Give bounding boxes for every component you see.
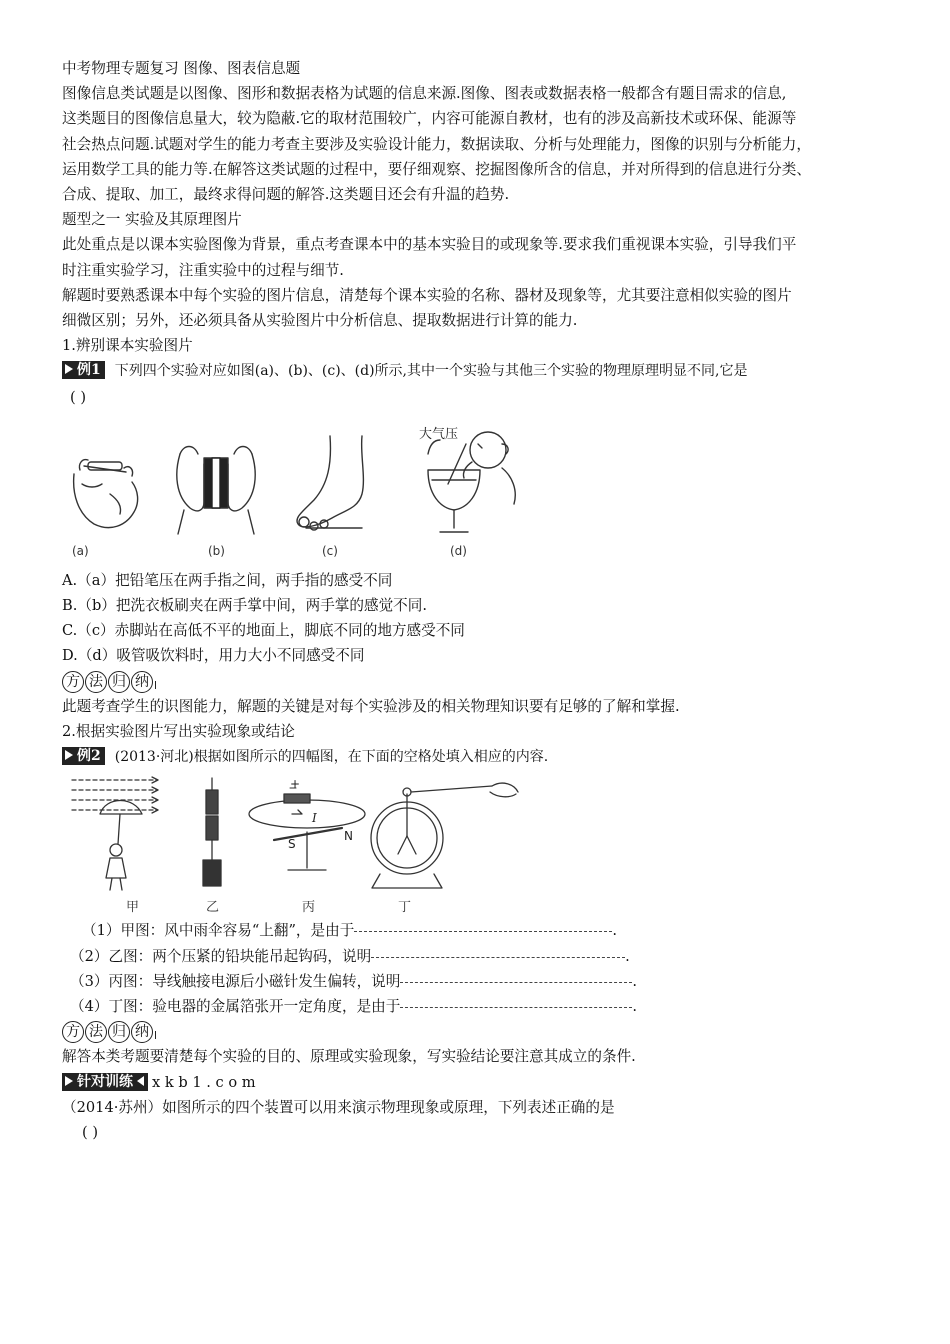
fill-prompt: （2）乙图：两个压紧的铅块能吊起钩码，说明 — [70, 947, 372, 965]
lead-blocks-illustration — [203, 778, 221, 886]
intro-paragraph — [62, 81, 902, 207]
fill-end: . — [625, 947, 630, 965]
method-badge — [62, 1021, 163, 1043]
hand-pencil-illustration — [74, 459, 138, 527]
training-paren: ( ) — [82, 1124, 99, 1142]
method-badge — [62, 671, 163, 693]
example2-label: 例2 — [77, 748, 101, 765]
answer-blank[interactable] — [354, 930, 612, 932]
section-para-line: 此处重点是以课本实验图像为背景，重点考查课本中的基本实验目的或现象等.要求我们重视课本实验，引导我们平 — [62, 236, 797, 254]
intro-line: 这类题目的图像信息量大，较为隐蔽.它的取材范围较广，内容可能源自教材，也有的涉及高新技术或环保、能源等 — [62, 110, 797, 128]
play-triangle-icon — [65, 364, 73, 374]
fill-end: . — [632, 972, 637, 990]
fill-end: . — [612, 922, 617, 940]
example1-badge — [62, 361, 105, 379]
figure1-caption: (a) — [72, 543, 89, 558]
method-char: 归 — [108, 671, 130, 693]
example1-paren: ( ) — [70, 388, 87, 406]
answer-blank[interactable] — [400, 1006, 632, 1008]
answer-blank[interactable] — [400, 981, 632, 983]
hook-arrow-icon — [154, 1021, 162, 1041]
example2-illustrations — [62, 774, 522, 914]
current-label: I — [312, 811, 317, 826]
plus-terminal-label: + — [290, 777, 301, 792]
example2-figure — [62, 774, 522, 914]
example1-text: 下列四个实验对应如图(a)、(b)、(c)、(d)所示,其中一个实验与其他三个实验的物理原理明显不同,它是 — [114, 363, 748, 380]
straw-drinking-illustration — [428, 432, 515, 532]
section-heading: 题型之一 实验及其原理图片 — [62, 211, 242, 229]
option-d: D.（d）吸管吸饮料时，用力大小不同感受不同 — [62, 647, 365, 665]
atmospheric-pressure-label: 大气压 — [419, 426, 459, 442]
reverse-triangle-icon — [137, 1076, 144, 1086]
option-a: A.（a）把铅笔压在两手指之间，两手指的感受不同 — [62, 571, 393, 589]
umbrella-wind-illustration — [72, 777, 158, 890]
method-char: 纳 — [131, 671, 153, 693]
method-text-2: 解答本类考题要清楚每个实验的目的、原理或实验现象，写实验结论要注意其成立的条件. — [62, 1048, 636, 1066]
intro-line: 图像信息类试题是以图像、图形和数据表格为试题的信息来源.图像、图表或数据表格一般都含有题目需求的信息, — [62, 85, 787, 103]
intro-line: 合成、提取、加工，最终求得问题的解答.这类题目还会有升温的趋势. — [62, 186, 510, 204]
example2-text: (2013·河北)根据如图所示的四幅图，在下面的空格处填入相应的内容. — [114, 749, 549, 766]
south-pole-label: S — [288, 837, 296, 852]
training-header — [62, 1070, 902, 1095]
method-char: 方 — [62, 671, 84, 693]
method-char: 法 — [85, 671, 107, 693]
method-char: 法 — [85, 1021, 107, 1043]
example2-question — [62, 744, 902, 770]
figure2-caption: 乙 — [206, 900, 220, 916]
play-triangle-icon — [65, 750, 73, 760]
training-label: 针对训练 — [77, 1073, 133, 1090]
document-page — [62, 56, 902, 1145]
method-text: 此题考查学生的识图能力，解题的关键是对每个实验涉及的相关物理知识要有足够的了解和掌握. — [62, 697, 680, 715]
figure2-caption: 甲 — [126, 900, 140, 916]
north-pole-label: N — [344, 829, 353, 844]
figure1-caption: (b) — [208, 543, 225, 558]
option-c: C.（c）赤脚站在高低不平的地面上，脚底不同的地方感受不同 — [62, 622, 465, 640]
electroscope-illustration — [371, 784, 518, 889]
example1-label: 例1 — [77, 362, 101, 379]
method-char: 方 — [62, 1021, 84, 1043]
example1-figure — [62, 414, 532, 564]
section-para-line: 解题时要熟悉课本中每个实验的图片信息，清楚每个课本实验的名称、器材及现象等，尤其要注意相似实验的图片 — [62, 286, 792, 304]
answer-blank[interactable] — [371, 956, 625, 958]
experiment-illustrations — [62, 414, 532, 564]
option-b: B.（b）把洗衣板刷夹在两手掌中间，两手掌的感觉不同. — [62, 597, 428, 615]
part2-heading: 2.根据实验图片写出实验现象或结论 — [62, 723, 295, 741]
fill-prompt: （1）甲图：风中雨伞容易“上翻”，是由于 — [82, 922, 355, 940]
hands-brush-illustration — [177, 446, 255, 534]
figure1-caption: (d) — [450, 543, 467, 558]
section-para-line: 时注重实验学习，注重实验中的过程与细节. — [62, 261, 344, 279]
fill-prompt: （3）丙图：导线触接电源后小磁针发生偏转，说明 — [70, 972, 401, 990]
example2-badge — [62, 747, 105, 765]
section-para-line: 细微区别；另外，还必须具备从实验图片中分析信息、提取数据进行计算的能力. — [62, 312, 578, 330]
training-question: （2014·苏州）如图所示的四个装置可以用来演示物理现象或原理，下列表述正确的是 — [62, 1098, 615, 1116]
figure2-caption: 丁 — [398, 900, 412, 916]
fill-line-2 — [62, 944, 902, 969]
foot-illustration — [297, 436, 363, 530]
method-summary-label-2 — [62, 1019, 902, 1044]
method-summary-label — [62, 669, 902, 694]
doc-title: 中考物理专题复习 图像、图表信息题 — [62, 60, 301, 77]
intro-line: 运用数学工具的能力等.在解答这类试题的过程中，要仔细观察、挖掘图像所含的信息，并对所得到的信息进行分类、 — [62, 160, 811, 178]
part1-heading: 1.辨别课本实验图片 — [62, 337, 193, 355]
fill-line-3 — [62, 969, 902, 994]
intro-line: 社会热点问题.试题对学生的能力考查主要涉及实验设计能力，数据读取、分析与处理能力，图像的识别与分析能力， — [62, 135, 811, 153]
figure2-caption: 丙 — [302, 900, 316, 916]
hook-arrow-icon — [154, 671, 162, 691]
training-badge — [62, 1073, 148, 1091]
method-char: 归 — [108, 1021, 130, 1043]
fill-line-4 — [62, 994, 902, 1019]
method-char: 纳 — [131, 1021, 153, 1043]
site-watermark: x k b 1 . c o m — [152, 1073, 256, 1091]
fill-end: . — [632, 998, 637, 1016]
example1-question — [62, 358, 902, 384]
figure1-caption: (c) — [322, 543, 338, 558]
fill-line-1 — [62, 918, 902, 943]
play-triangle-icon — [65, 1076, 73, 1086]
fill-prompt: （4）丁图：验电器的金属箔张开一定角度，是由于 — [70, 998, 401, 1016]
